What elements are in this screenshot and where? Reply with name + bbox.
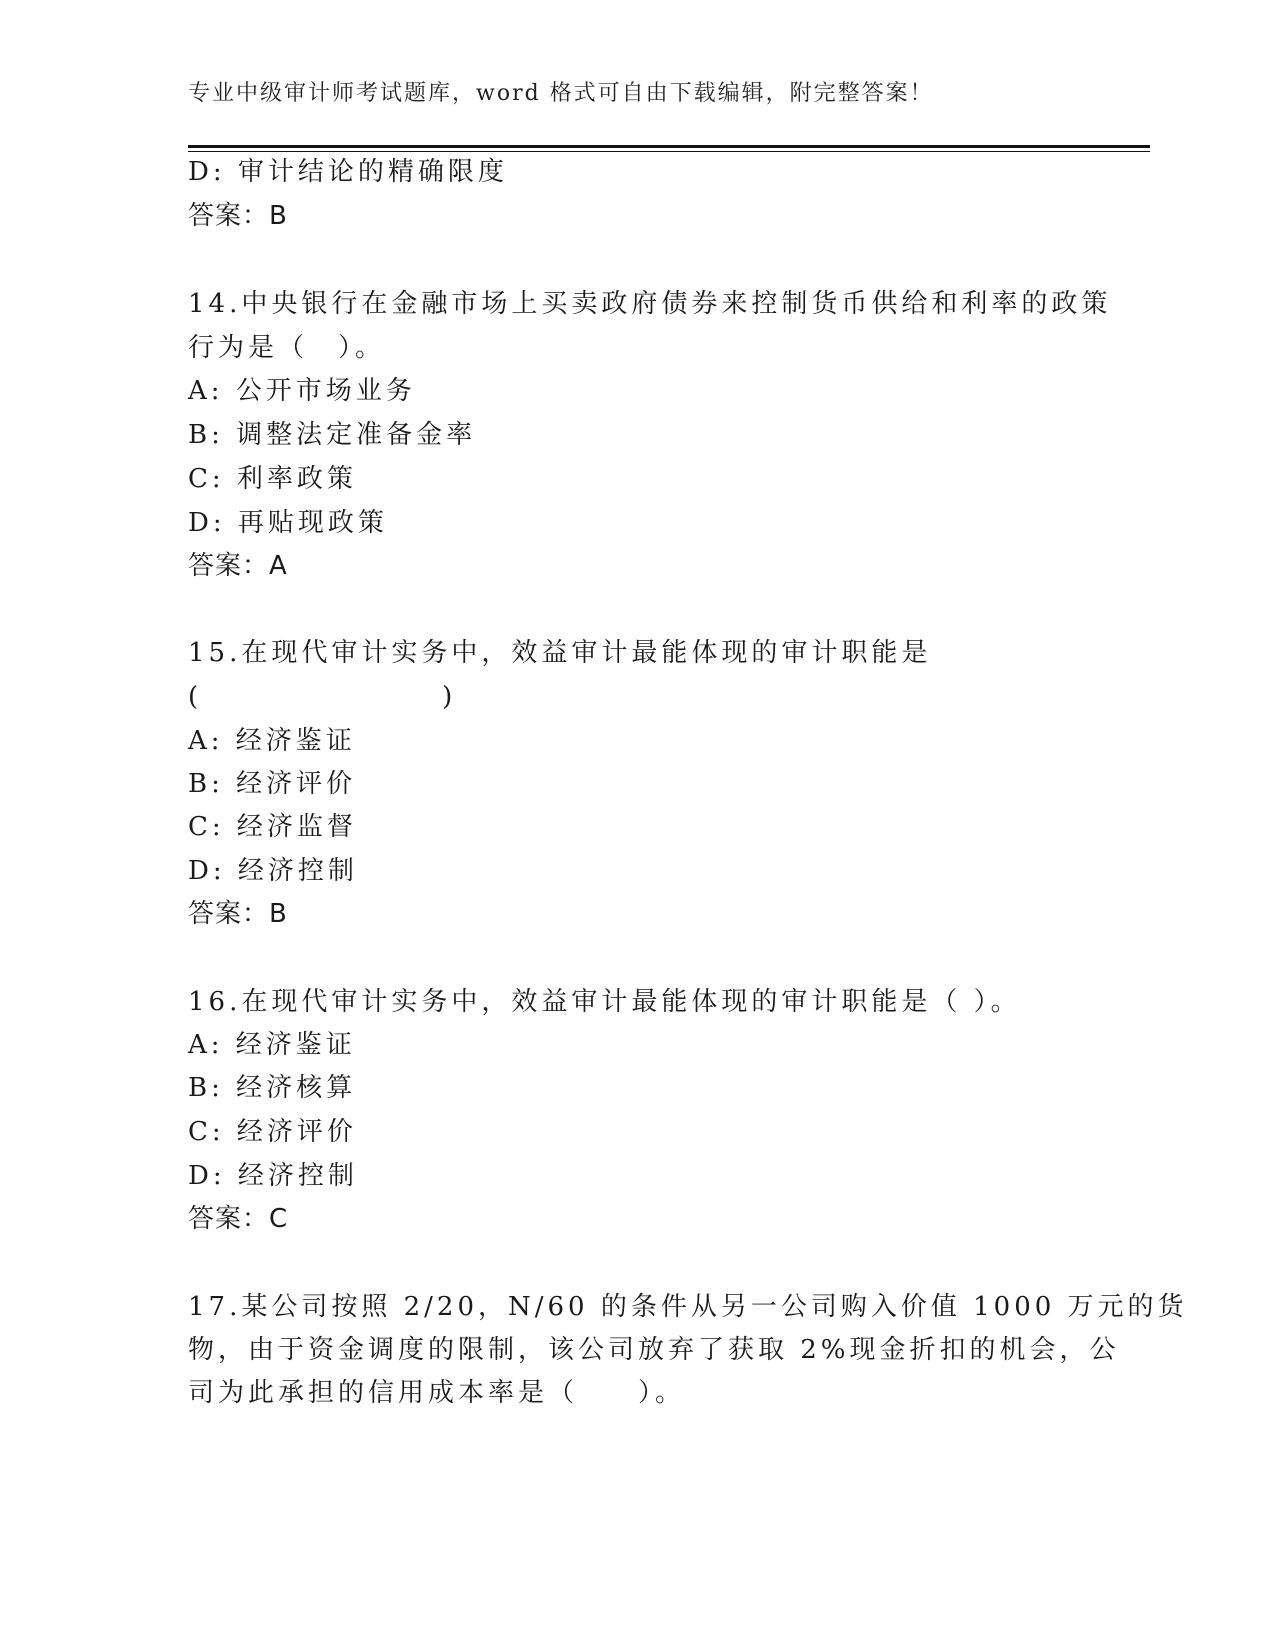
- q14-answer: 答案：A: [188, 551, 288, 581]
- q14-option-c: C: 利率政策: [188, 464, 357, 494]
- q16-option-c: C: 经济评价: [188, 1117, 357, 1147]
- q14-stem-line1: 14.中央银行在金融市场上买卖政府债券来控制货币供给和利率的政策: [188, 289, 1112, 319]
- page-header: 专业中级审计师考试题库，word 格式可自由下载编辑，附完整答案！: [188, 81, 934, 106]
- q15-option-d: D: 经济控制: [188, 856, 358, 886]
- q16-option-b: B: 经济核算: [188, 1073, 357, 1103]
- q14-option-d: D: 再贴现政策: [188, 508, 388, 538]
- q15-option-b: B: 经济评价: [188, 769, 357, 799]
- q16-answer: 答案：C: [188, 1204, 289, 1234]
- q15-stem-line2: ( ): [188, 682, 457, 712]
- q17-stem-line3: 司为此承担的信用成本率是（ ）。: [188, 1378, 686, 1408]
- q15-option-a: A: 经济鉴证: [188, 726, 356, 756]
- prev-option-d: D: 审计结论的精确限度: [188, 157, 508, 187]
- q15-stem-line1: 15.在现代审计实务中，效益审计最能体现的审计职能是: [188, 638, 932, 668]
- q14-stem-line2: 行为是（ ）。: [188, 333, 386, 363]
- q16-option-a: A: 经济鉴证: [188, 1030, 356, 1060]
- q17-stem-line2: 物，由于资金调度的限制，该公司放弃了获取 2%现金折扣的机会，公: [188, 1335, 1120, 1365]
- q14-option-a: A: 公开市场业务: [188, 376, 416, 406]
- q16-option-d: D: 经济控制: [188, 1161, 358, 1191]
- q15-answer: 答案：B: [188, 899, 288, 929]
- q14-option-b: B: 调整法定准备金率: [188, 420, 477, 450]
- q16-stem: 16.在现代审计实务中，效益审计最能体现的审计职能是（ ）。: [188, 987, 1021, 1017]
- prev-answer: 答案：B: [188, 201, 288, 231]
- header-rule-thick: [188, 145, 1150, 148]
- q17-stem-line1: 17.某公司按照 2/20，N/60 的条件从另一公司购入价值 1000 万元的货: [188, 1292, 1188, 1322]
- header-rule-thin: [188, 151, 1150, 152]
- q15-option-c: C: 经济监督: [188, 812, 357, 842]
